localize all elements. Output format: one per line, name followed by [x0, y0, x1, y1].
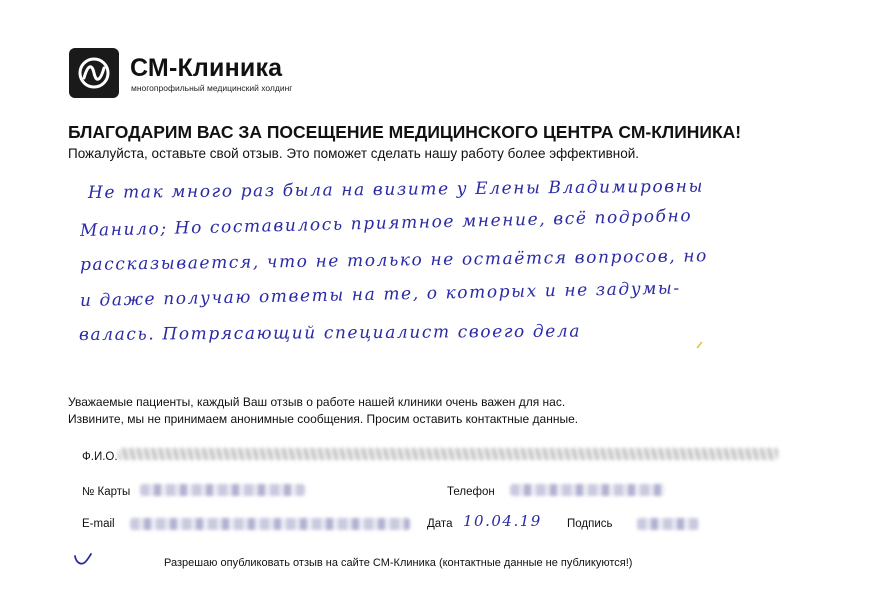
- review-line: валась. Потрясающий специалист своего дела: [78, 321, 582, 345]
- pen-mark: [695, 340, 705, 350]
- clinic-logo: [69, 48, 119, 98]
- consent-text: Разрешаю опубликовать отзыв на сайте СМ-Клиника (контактные данные не публикуются!): [164, 557, 633, 569]
- logo-name: СМ-Клиника: [130, 54, 283, 82]
- signature-field-redacted[interactable]: [637, 518, 699, 530]
- date-label: Дата: [427, 518, 453, 530]
- logo-mark-icon: [75, 54, 113, 92]
- email-field-redacted[interactable]: [130, 518, 410, 530]
- notice-line-1: Уважаемые пациенты, каждый Ваш отзыв о работе нашей клиники очень важен для нас.: [68, 395, 566, 409]
- page-subtitle: Пожалуйста, оставьте свой отзыв. Это поможет сделать нашу работу более эффективной.: [68, 146, 640, 161]
- fio-label: Ф.И.О.: [82, 451, 118, 463]
- phone-field-redacted[interactable]: [510, 484, 665, 496]
- phone-label: Телефон: [447, 486, 495, 498]
- fio-field-redacted[interactable]: [118, 448, 778, 460]
- review-line: и даже получаю ответы на те, о которых и не задумы-: [79, 278, 681, 311]
- card-number-label: № Карты: [82, 486, 131, 498]
- notice-line-2: Извините, мы не принимаем анонимные сообщения. Просим оставить контактные данные.: [68, 412, 579, 426]
- consent-checkmark-icon[interactable]: [72, 550, 94, 568]
- review-line: Не так много раз была на визите у Елены Владимировны: [87, 176, 705, 203]
- review-line: Манило; Но составилось приятное мнение, всё подробно: [79, 206, 693, 241]
- signature-label: Подпись: [567, 518, 613, 530]
- card-number-field-redacted[interactable]: [140, 484, 305, 496]
- date-value[interactable]: 10.04.19: [463, 512, 542, 530]
- page-title: БЛАГОДАРИМ ВАС ЗА ПОСЕЩЕНИЕ МЕДИЦИНСКОГО ЦЕНТРА СМ-КЛИНИКА!: [68, 122, 742, 142]
- review-line: рассказывается, что не только не остаётся вопросов, но: [79, 246, 709, 275]
- logo-tagline: многопрофильный медицинский холдинг: [131, 83, 293, 93]
- email-label: E-mail: [82, 518, 115, 530]
